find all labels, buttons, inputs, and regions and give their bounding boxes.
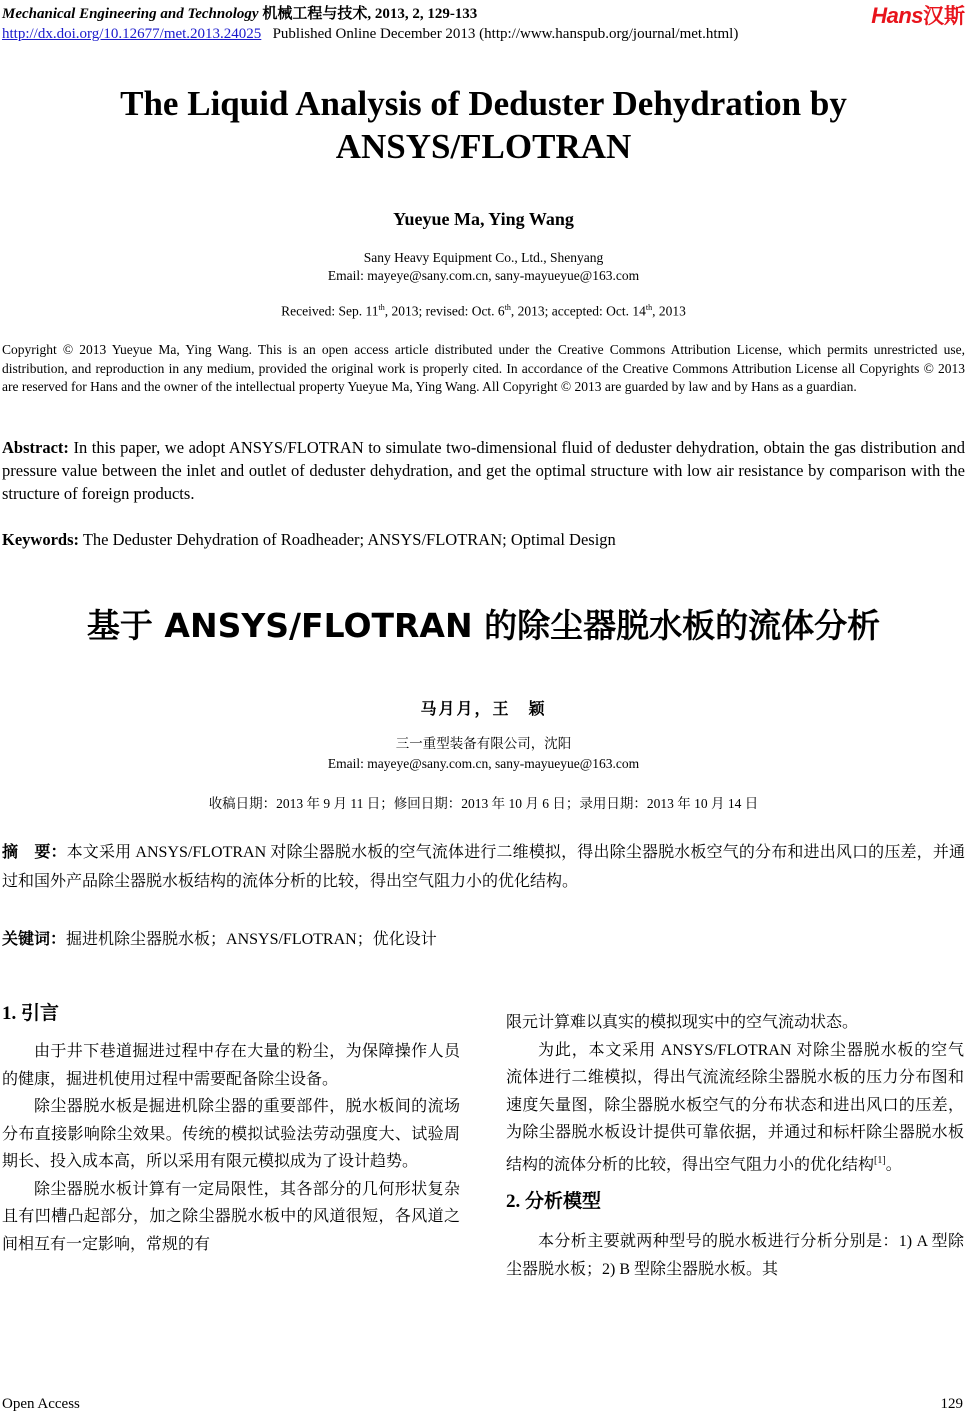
- page-number: 129: [940, 1396, 963, 1412]
- ordinal-suffix: th: [504, 303, 511, 312]
- dates-suffix: , 2013: [652, 303, 686, 319]
- journal-name: Mechanical Engineering and Technology: [2, 6, 259, 22]
- chinese-authors: 马月月，王 颖: [420, 701, 547, 718]
- body-paragraph: 由于井下巷道掘进过程中存在大量的粉尘，为保障操作人员的健康，掘进机使用过程中需要配备除尘设备。: [2, 1043, 460, 1088]
- copyright-notice: Copyright © 2013 Yueyue Ma, Ying Wang. This is an open access article distributed under the Creative Commons Attribution License, which permits unrestricted use, distribution, and reproduction in any medium, provided the original work is properly cited. In accordance of the Creative Commons Attribution License all Copyrights © 2013 are reserved for Hans and the owner of the intellectual property Yueyue Ma, Ying Wang. All Copyright © 2013 are guarded by law and by Hans as a guardian.: [2, 342, 965, 394]
- ordinal-suffix: th: [378, 303, 385, 312]
- english-abstract-text: In this paper, we adopt ANSYS/FLOTRAN to simulate two-dimensional fluid of deduster dehydration, obtain the gas distribution and pressure value between the inlet and outlet of deduster dehydration, and get the optimal structure with low air resistance by comparison with the structure of foreign products.: [2, 438, 965, 503]
- english-title: [0, 82, 967, 168]
- chinese-abstract: [2, 838, 965, 896]
- doi-link[interactable]: http://dx.doi.org/10.12677/met.2013.24025: [2, 26, 262, 42]
- chinese-email: Email: mayeye@sany.com.cn, sany-mayueyue@163.com: [327, 756, 640, 771]
- journal-cn-citation: 机械工程与技术, 2013, 2, 129-133: [258, 6, 478, 22]
- chinese-keywords-label: 关键词：: [2, 931, 67, 948]
- chinese-affiliation-block: [0, 734, 967, 774]
- body-paragraph-continuation: 限元计算难以真实的模拟现实中的空气流动状态。: [506, 1014, 859, 1031]
- received-date: Received: Sep. 11: [281, 303, 379, 319]
- hans-logo-cjk: 汉斯: [923, 5, 965, 28]
- journal-citation: [2, 2, 477, 23]
- body-paragraph-text: 为此，本文采用 ANSYS/FLOTRAN 对除尘器脱水板的空气流体进行二维模拟，得出气流流经除尘器脱水板的压力分布图和速度矢量图，除尘器脱水板空气的分布状态和进出风口的压差，为除尘器脱水板设计提供可靠依据，并通过和标杆除尘器脱水板结构的流体分析的比较，得出空气阻力小的优化结构: [506, 1041, 964, 1173]
- published-online-text: Published Online December 2013 (http://www.hanspub.org/journal/met.html): [261, 26, 739, 42]
- hans-logo: [871, 0, 965, 30]
- body-paragraph: [506, 1037, 964, 1179]
- body-right-column: [506, 1009, 964, 1283]
- body-paragraph: 除尘器脱水板计算有一定局限性，其各部分的几何形状复杂且有凹槽凸起部分，加之除尘器脱水板中的风道很短，各风道之间相互有一定影响，常规的有: [2, 1180, 460, 1253]
- accepted-date: , 2013; accepted: Oct. 14: [510, 303, 646, 319]
- chinese-title: 基于 ANSYS/FLOTRAN 的除尘器脱水板的流体分析: [86, 606, 881, 645]
- body-left-column: [2, 1000, 460, 1258]
- footer-open-access: Open Access: [2, 1396, 80, 1412]
- citation-reference[interactable]: [1]: [874, 1154, 886, 1166]
- english-affiliation-block: [0, 249, 967, 285]
- body-paragraph: 本分析主要就两种型号的脱水板进行分析分别是：1) A 型除尘器脱水板；2) B 型除尘器脱水板。其: [506, 1233, 964, 1278]
- english-dates: [0, 303, 967, 320]
- english-keywords: [2, 530, 616, 550]
- english-title-line-2: ANSYS/FLOTRAN: [335, 127, 632, 166]
- english-email: Email: mayeye@sany.com.cn, sany-mayueyue@163.com: [327, 268, 640, 283]
- chinese-abstract-text: 本文采用 ANSYS/FLOTRAN 对除尘器脱水板的空气流体进行二维模拟，得出除尘器脱水板空气的分布和进出风口的压差，并通过和国外产品除尘器脱水板结构的流体分析的比较，得出空气阻力小的优化结构。: [2, 844, 965, 890]
- english-keywords-label: Keywords:: [2, 530, 79, 549]
- english-abstract: [2, 436, 965, 505]
- section-2-heading: 2. 分析模型: [506, 1191, 602, 1213]
- english-authors: Yueyue Ma, Ying Wang: [393, 209, 574, 229]
- chinese-keywords-text: 掘进机除尘器脱水板；ANSYS/FLOTRAN；优化设计: [66, 931, 437, 948]
- ordinal-suffix: th: [645, 303, 653, 312]
- english-keywords-text: The Deduster Dehydration of Roadheader; ANSYS/FLOTRAN; Optimal Design: [79, 530, 616, 549]
- body-paragraph: 除尘器脱水板是掘进机除尘器的重要部件，脱水板间的流场分布直接影响除尘效果。传统的模拟试验法劳动强度大、试验周期长、投入成本高，所以采用有限元模拟成为了设计趋势。: [2, 1098, 460, 1170]
- english-affiliation: Sany Heavy Equipment Co., Ltd., Shenyang: [363, 250, 604, 265]
- english-title-line-1: The Liquid Analysis of Deduster Dehydration by: [120, 84, 847, 123]
- chinese-keywords: [2, 926, 437, 949]
- section-1-heading: 1. 引言: [2, 1003, 60, 1024]
- chinese-abstract-label: 摘 要：: [2, 844, 67, 861]
- english-abstract-label: Abstract:: [2, 438, 69, 457]
- chinese-dates: 收稿日期：2013 年 9 月 11 日；修回日期：2013 年 10 月 6 日；录用日期：2013 年 10 月 14 日: [208, 796, 759, 811]
- hans-logo-latin: Hans: [871, 3, 923, 28]
- doi-line: [2, 26, 738, 43]
- revised-date: , 2013; revised: Oct. 6: [384, 303, 505, 319]
- paragraph-end-punctuation: 。: [885, 1155, 902, 1173]
- chinese-affiliation: 三一重型装备有限公司，沈阳: [395, 736, 572, 751]
